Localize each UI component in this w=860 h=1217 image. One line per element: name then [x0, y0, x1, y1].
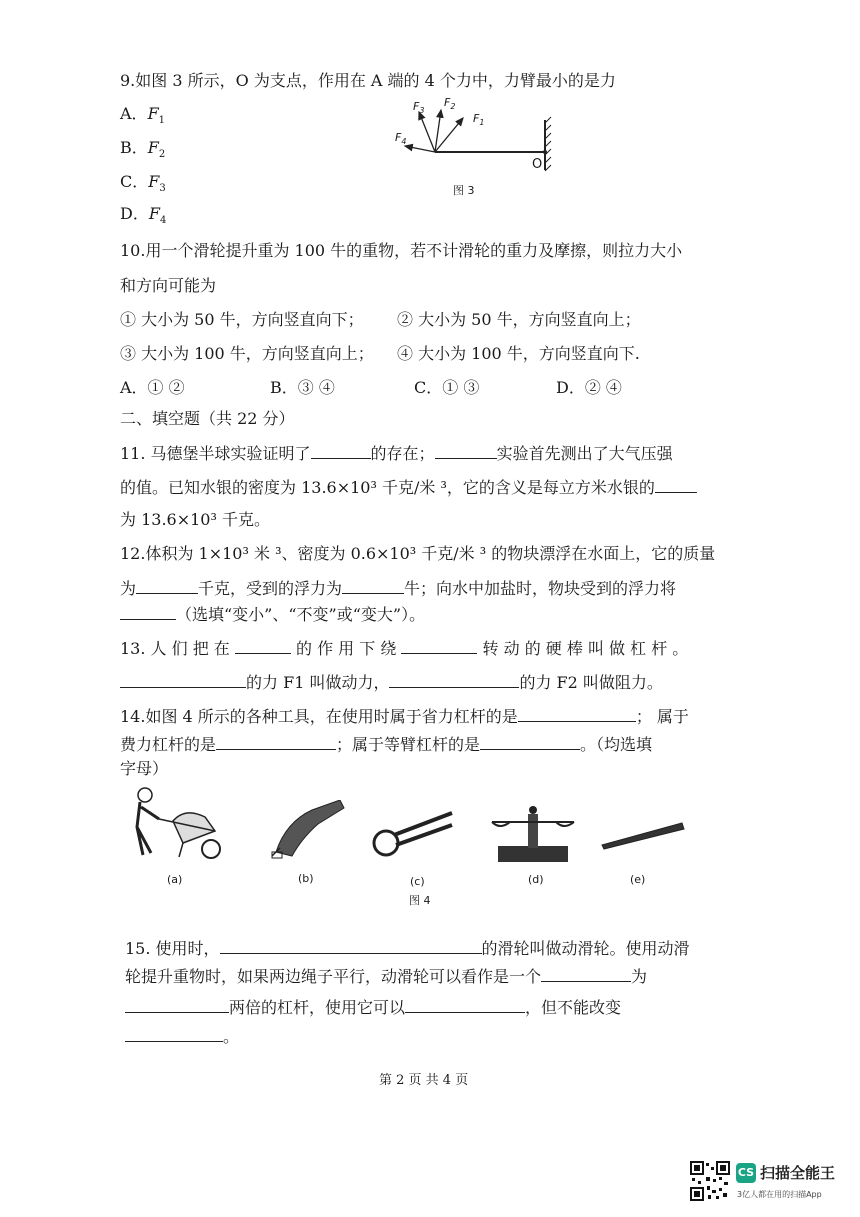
pincers-illustration	[368, 805, 458, 865]
q13-blank-1[interactable]	[235, 637, 291, 654]
q14-blank-force-saving[interactable]	[518, 705, 636, 722]
force-arrow-f4	[405, 146, 435, 152]
q10-stem-1: 10.用一个滑轮提升重为 100 牛的重物，若不计滑轮的重力及摩擦，则拉力大小	[120, 241, 683, 260]
figure-4-label-e: (e)	[630, 873, 646, 886]
q10-choice-d: D．② ④	[556, 378, 622, 397]
label-f1: $F_1$	[473, 112, 485, 128]
q10-opt-3: ③ 大小为 100 牛，方向竖直向上；	[120, 344, 374, 363]
q11-line-2: 的值。已知水银的密度为 13.6×10³ 千克/米 ³，它的含义是每立方米水银的	[120, 476, 697, 499]
q12-line-3: （选填“变小”、“不变”或“变大”）。	[120, 603, 425, 626]
q10-opt-4: ④ 大小为 100 牛，方向竖直向下.	[397, 344, 640, 363]
q12-blank-buoyancy[interactable]	[342, 577, 404, 594]
q14-line-3: 字母）	[120, 759, 169, 778]
q15-line-4: 。	[125, 1025, 239, 1048]
q12-blank-mass[interactable]	[136, 577, 198, 594]
q14-line-2: 费力杠杆的是 ；属于等臂杠杆的是 。（均选填	[120, 735, 653, 754]
q14-line-1: 14.如图 4 所示的各种工具，在使用时属于省力杠杆的是 ； 属于	[120, 707, 689, 726]
q11-blank-3[interactable]	[655, 476, 697, 493]
figure-4-label-c: (c)	[410, 875, 425, 888]
q14-blank-equal-arm[interactable]	[480, 733, 580, 750]
q13-blank-3[interactable]	[120, 671, 246, 688]
q13-blank-2[interactable]	[401, 637, 477, 654]
figure-4-label-d: (d)	[528, 873, 544, 886]
q9-option-c: C．$F_3$	[120, 172, 166, 195]
q10-choice-c: C．① ③	[414, 378, 480, 397]
q11-line-1: 11. 马德堡半球实验证明了 的存在； 实验首先测出了大气压强	[120, 444, 673, 463]
q15-line-1: 15. 使用时， 的滑轮叫做动滑轮。使用动滑	[125, 939, 690, 958]
q13-line-1: 13. 人 们 把 在 的 作 用 下 绕 转 动 的 硬 棒 叫 做 杠 杆 。	[120, 639, 689, 658]
figure-4-label-b: (b)	[298, 872, 314, 885]
q12-line-1: 12.体积为 1×10³ 米 ³、密度为 0.6×10³ 千克/米 ³ 的物块漂浮在水面上，它的质量	[120, 544, 716, 563]
q10-opt-1: ① 大小为 50 牛，方向竖直向下；	[120, 310, 364, 329]
q11-blank-2[interactable]	[435, 442, 497, 459]
q12-line-2: 为 千克，受到的浮力为 牛；向水中加盐时，物块受到的浮力将	[120, 579, 677, 598]
figure-4-caption: 图 4	[409, 894, 431, 907]
balance-scale-illustration	[488, 800, 578, 865]
q13-blank-4[interactable]	[389, 671, 519, 688]
brand-tagline: 3亿人都在用的扫描App	[737, 1190, 822, 1199]
q10-stem-2: 和方向可能为	[120, 276, 217, 295]
q14-blank-force-costing[interactable]	[216, 733, 336, 750]
wheelbarrow-illustration	[125, 785, 225, 870]
q12-blank-change[interactable]	[120, 603, 176, 620]
section-2-heading: 二、填空题（共 22 分）	[120, 409, 295, 428]
q11-line-3: 为 13.6×10³ 千克。	[120, 510, 270, 529]
figure-4-label-a: (a)	[167, 873, 183, 886]
label-f3: $F_3$	[413, 100, 425, 116]
label-pivot-o: O	[532, 157, 543, 172]
q9-option-b: B．$F_2$	[120, 138, 166, 161]
q15-blank-5[interactable]	[125, 1025, 223, 1042]
force-arrow-f3	[419, 112, 435, 152]
pivot-point	[543, 150, 547, 154]
q11-blank-1[interactable]	[311, 442, 371, 459]
q15-blank-3[interactable]	[125, 996, 229, 1013]
q15-blank-2[interactable]	[541, 965, 631, 982]
page-footer: 第 2 页 共 4 页	[379, 1073, 469, 1088]
q15-blank-4[interactable]	[405, 996, 525, 1013]
camscanner-logo-icon: CS	[736, 1163, 756, 1183]
q13-line-2: 的力 F1 叫做动力， 的力 F2 叫做阻力。	[120, 671, 663, 694]
q15-line-2: 轮提升重物时，如果两边绳子平行，动滑轮可以看作是一个 为	[125, 967, 648, 986]
q10-opt-2: ② 大小为 50 牛，方向竖直向上；	[397, 310, 641, 329]
q10-choice-a: A．① ②	[120, 378, 185, 397]
q10-choice-b: B．③ ④	[270, 378, 335, 397]
brand-name: 扫描全能王	[760, 1164, 836, 1182]
q9-stem: 9.如图 3 所示，O 为支点，作用在 A 端的 4 个力中，力臂最小的是力	[120, 71, 616, 90]
figure-3-caption: 图 3	[453, 184, 475, 197]
q15-blank-1[interactable]	[220, 937, 482, 954]
qr-code-icon	[690, 1161, 730, 1201]
hand-with-tweezers-illustration	[268, 800, 348, 860]
label-f4: $F_4$	[395, 131, 407, 147]
figure-3-lever-diagram	[385, 90, 565, 190]
label-f2: $F_2$	[444, 96, 456, 112]
q15-line-3: 两倍的杠杆，使用它可以 ，但不能改变	[125, 996, 621, 1019]
tongs-illustration	[598, 815, 688, 855]
q9-option-d: D．$F_4$	[120, 204, 167, 227]
q9-option-a: A．$F_1$	[120, 104, 166, 127]
